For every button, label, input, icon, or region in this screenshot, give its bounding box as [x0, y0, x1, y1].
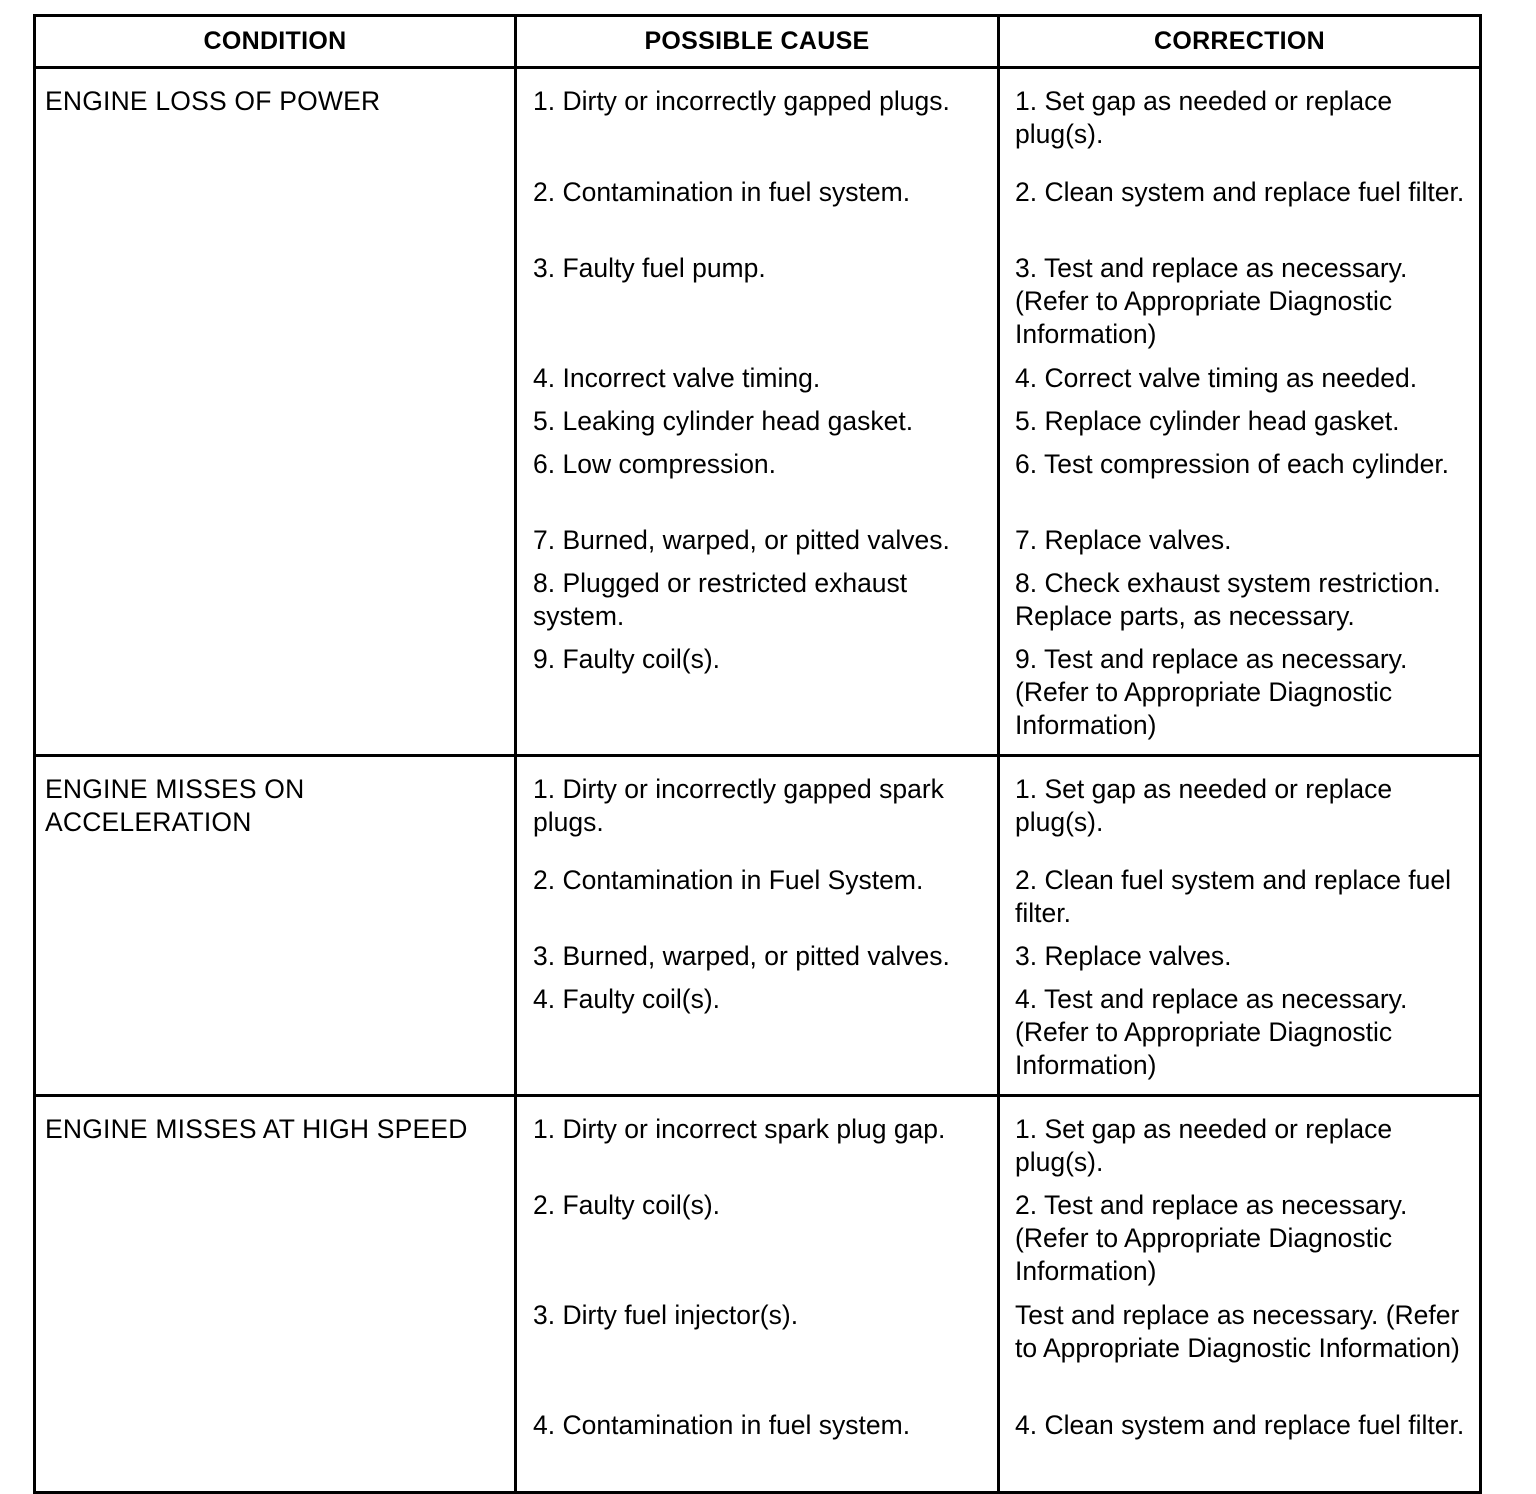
cause-item: 9. Faulty coil(s). [533, 644, 721, 674]
cause-item: 8. Plugged or restricted exhaust system. [533, 568, 908, 631]
condition-cell [35, 756, 516, 1096]
correction-item: 5. Replace cylinder head gasket. [1015, 406, 1400, 436]
cause-item: 2. Faulty coil(s). [533, 1190, 721, 1220]
condition-cell [35, 68, 516, 756]
cause-item: 1. Dirty or incorrect spark plug gap. [533, 1114, 946, 1144]
condition-text: ENGINE MISSES ON ACCELERATION [45, 774, 305, 837]
correction-item: 2. Clean system and replace fuel filter. [1015, 177, 1465, 207]
cause-list [517, 1097, 997, 1491]
correction-item: 1. Set gap as needed or replace plug(s). [1015, 1114, 1393, 1177]
correction-item: 1. Set gap as needed or replace plug(s). [1015, 86, 1393, 149]
cause-item: 5. Leaking cylinder head gasket. [533, 406, 914, 436]
cause-item: 1. Dirty or incorrectly gapped plugs. [533, 86, 950, 116]
correction-item: 7. Replace valves. [1015, 525, 1232, 555]
table-row [35, 1096, 1481, 1493]
possible-cause-cell [516, 756, 999, 1096]
correction-list [1000, 69, 1479, 754]
cause-item: 4. Faulty coil(s). [533, 984, 721, 1014]
cause-item: 1. Dirty or incorrectly gapped spark plugs. [533, 774, 944, 837]
header-correction: CORRECTION [999, 16, 1481, 68]
correction-cell [999, 756, 1481, 1096]
table-row [35, 68, 1481, 756]
correction-list [1000, 1097, 1479, 1491]
diagnosis-table [33, 14, 1482, 1494]
condition-cell [35, 1096, 516, 1493]
possible-cause-cell [516, 68, 999, 756]
correction-item: 8. Check exhaust system restriction. Replace parts, as necessary. [1015, 568, 1441, 631]
correction-item: 6. Test compression of each cylinder. [1015, 449, 1450, 479]
cause-item: 4. Incorrect valve timing. [533, 363, 821, 393]
correction-cell [999, 68, 1481, 756]
correction-item: 3. Replace valves. [1015, 941, 1232, 971]
correction-list [1000, 757, 1479, 1094]
cause-list [517, 757, 997, 1078]
cause-item: 4. Contamination in fuel system. [533, 1410, 911, 1440]
cause-item: 7. Burned, warped, or pitted valves. [533, 525, 950, 555]
correction-item: 2. Clean fuel system and replace fuel filter. [1015, 865, 1452, 928]
correction-item: Test and replace as necessary. (Refer to Appropriate Diagnostic Information) [1015, 1300, 1460, 1363]
correction-cell [999, 1096, 1481, 1493]
table-row [35, 756, 1481, 1096]
correction-item: 3. Test and replace as necessary. (Refer to Appropriate Diagnostic Information) [1015, 253, 1408, 349]
cause-item: 6. Low compression. [533, 449, 777, 479]
correction-item: 1. Set gap as needed or replace plug(s). [1015, 774, 1393, 837]
correction-item: 2. Test and replace as necessary. (Refer to Appropriate Diagnostic Information) [1015, 1190, 1408, 1286]
correction-item: 4. Clean system and replace fuel filter. [1015, 1410, 1465, 1440]
header-possible-cause: POSSIBLE CAUSE [516, 16, 999, 68]
cause-list [517, 69, 997, 738]
header-condition: CONDITION [35, 16, 516, 68]
cause-item: 3. Dirty fuel injector(s). [533, 1300, 799, 1330]
cause-item: 3. Burned, warped, or pitted valves. [533, 941, 950, 971]
condition-text: ENGINE MISSES AT HIGH SPEED [45, 1114, 468, 1144]
cause-item: 3. Faulty fuel pump. [533, 253, 766, 283]
correction-item: 4. Test and replace as necessary. (Refer to Appropriate Diagnostic Information) [1015, 984, 1408, 1080]
condition-text: ENGINE LOSS OF POWER [45, 86, 381, 116]
table-body [35, 68, 1481, 1493]
possible-cause-cell [516, 1096, 999, 1493]
cause-item: 2. Contamination in fuel system. [533, 177, 911, 207]
table-header [35, 16, 1481, 68]
correction-item: 4. Correct valve timing as needed. [1015, 363, 1418, 393]
header-row [35, 16, 1481, 68]
correction-item: 9. Test and replace as necessary. (Refer to Appropriate Diagnostic Information) [1015, 644, 1408, 740]
cause-item: 2. Contamination in Fuel System. [533, 865, 924, 895]
